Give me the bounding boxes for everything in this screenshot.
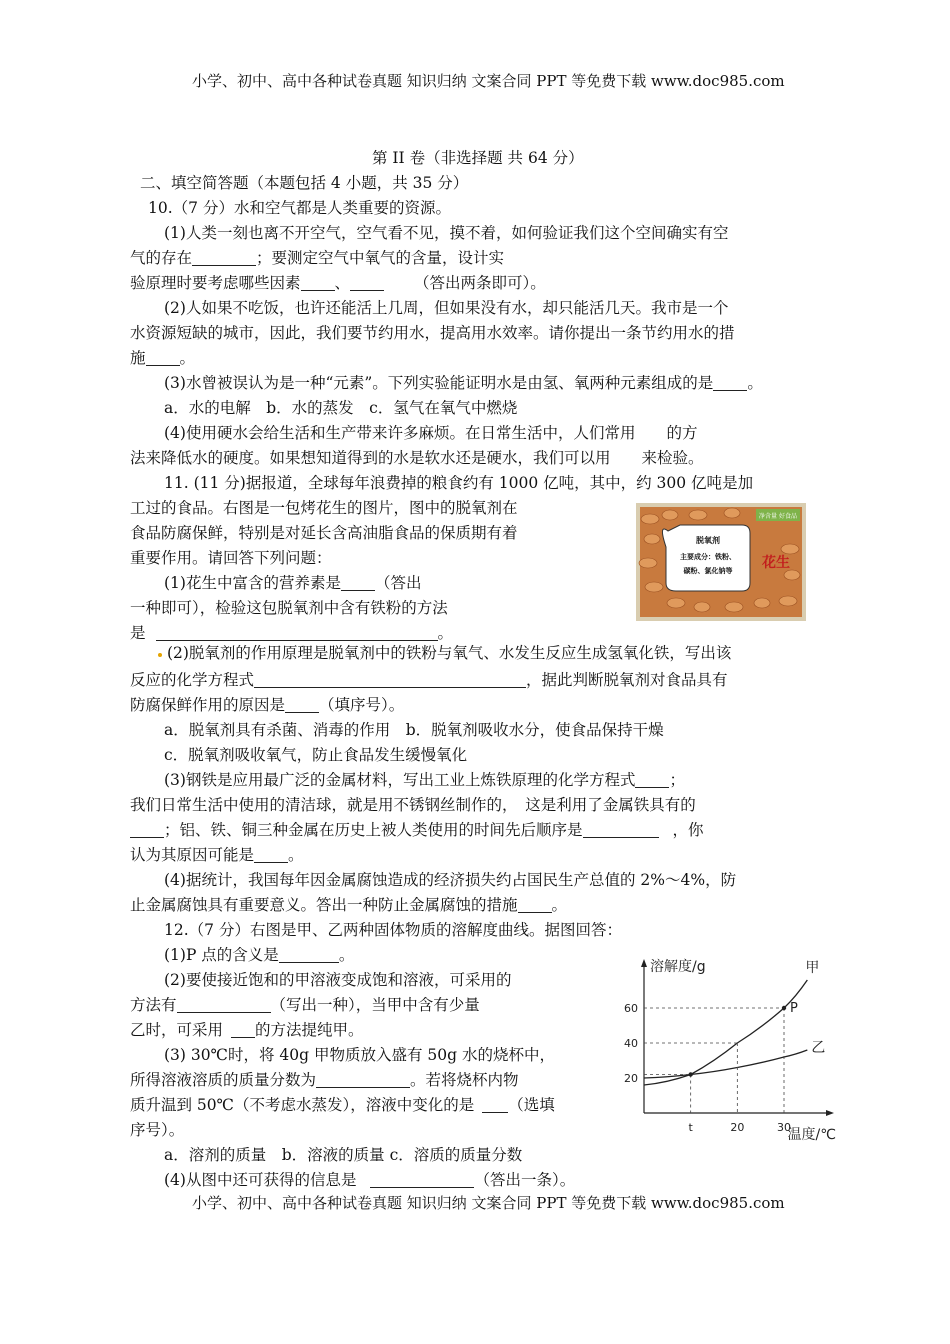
q11-p1-line1 bbox=[164, 573, 421, 593]
q12-p2-line1: (2)要使接近饱和的甲溶液变成饱和溶液，可采用的 bbox=[164, 971, 512, 989]
q11-p4-text: 止金属腐蚀具有重要意义。答出一种防止金属腐蚀的措施 bbox=[130, 896, 518, 914]
q10-p2-line3 bbox=[130, 348, 195, 368]
y-tick-label: 20 bbox=[624, 1072, 638, 1085]
q11-p4-line2 bbox=[130, 895, 567, 915]
q11-p2-line1 bbox=[158, 643, 731, 663]
q10-p1-line3 bbox=[130, 273, 546, 293]
q11-p3-text: ；铝、铁、铜三种金属在历史上被人类使用的时间先后顺序是 bbox=[164, 821, 583, 839]
q11-p2-text: （填序号）。 bbox=[319, 696, 405, 714]
x-tick-label: 30 bbox=[777, 1121, 791, 1134]
y-axis-arrow bbox=[641, 959, 647, 967]
answer-blank[interactable] bbox=[254, 846, 288, 863]
q11-p3-text: ，你 bbox=[672, 821, 704, 839]
y-axis-label: 溶解度/g bbox=[650, 959, 706, 975]
answer-blank[interactable] bbox=[192, 249, 256, 266]
q12-p1 bbox=[164, 945, 354, 965]
q10-p3-text: 。 bbox=[747, 374, 763, 392]
point-p-label: P bbox=[790, 1001, 798, 1016]
q12-p3-text: 。若将烧杯内物 bbox=[410, 1071, 519, 1089]
q11-p3-line3 bbox=[130, 820, 704, 840]
q12-p3-text: （选填 bbox=[508, 1096, 555, 1114]
q12-p4 bbox=[164, 1170, 575, 1190]
q12-p2-line2 bbox=[130, 995, 480, 1015]
x-tick-label: 20 bbox=[730, 1121, 745, 1134]
q12-p1-text: 。 bbox=[338, 946, 355, 964]
answer-blank[interactable] bbox=[285, 696, 319, 713]
q12-p2-line3 bbox=[130, 1020, 364, 1040]
x-axis-label: 温度/℃ bbox=[787, 1127, 836, 1143]
q11-stem-line2: 工过的食品。右图是一包烤花生的图片，图中的脱氧剂在 bbox=[130, 499, 518, 517]
section-title: 二、填空简答题（本题包括 4 小题，共 35 分） bbox=[140, 174, 469, 192]
q11-p1-line3 bbox=[130, 623, 453, 643]
q10-p1-text: ；要测定空气中氧气的含量，设计实 bbox=[256, 249, 505, 267]
q11-stem-line3: 食品防腐保鲜，特别是对延长含高油脂食品的保质期有着 bbox=[130, 524, 518, 542]
answer-blank[interactable] bbox=[316, 1071, 410, 1088]
q11-p1-line2: 一种即可），检验这包脱氧剂中含有铁粉的方法 bbox=[130, 599, 448, 617]
q10-p1-text: 、 bbox=[334, 274, 351, 292]
q12-p2-text: （写出一种），当甲中含有少量 bbox=[270, 996, 480, 1014]
answer-blank[interactable] bbox=[482, 1096, 508, 1113]
q11-p2-line2 bbox=[130, 670, 728, 690]
x-tick-label: t bbox=[688, 1121, 693, 1134]
q11-p3-line1 bbox=[164, 770, 685, 790]
q12-p4-text: （答出一条）。 bbox=[474, 1171, 576, 1189]
q10-p3-text: (3)水曾被误认为是一种“元素”。下列实验能证明水是由氢、氧两种元素组成的是 bbox=[164, 374, 714, 392]
q11-p1-text: 。 bbox=[437, 624, 454, 642]
q11-p2-options-ab: a．脱氧剂具有杀菌、消毒的作用 b．脱氧剂吸收水分，使食品保持干燥 bbox=[164, 721, 664, 739]
y-tick-label: 40 bbox=[624, 1037, 638, 1050]
q10-p1-line1: (1)人类一刻也离不开空气，空气看不见，摸不着，如何验证我们这个空间确实有空 bbox=[164, 224, 729, 242]
answer-blank[interactable] bbox=[518, 896, 552, 913]
q12-p3-line1: (3) 30℃时，将 40g 甲物质放入盛有 50g 水的烧杯中， bbox=[164, 1046, 555, 1064]
q11-p2-text: ，据此判断脱氧剂对食品具有 bbox=[526, 671, 728, 689]
part-title: 第 II 卷（非选择题 共 64 分） bbox=[372, 149, 584, 167]
answer-blank[interactable] bbox=[713, 374, 747, 391]
series-line-yi bbox=[644, 1050, 807, 1078]
q12-p3-text: 质升温到 50℃（不考虑水蒸发），溶液中变化的是 bbox=[130, 1096, 475, 1114]
y-tick-label: 60 bbox=[624, 1002, 638, 1015]
q11-p4-line1: (4)据统计，我国每年因金属腐蚀造成的经济损失约占国民生产总值的 2%～4%，防 bbox=[164, 871, 737, 889]
answer-blank[interactable] bbox=[301, 274, 335, 291]
q11-p3-line2: 我们日常生活中使用的清洁球，就是用不锈钢丝制作的， 这是利用了金属铁具有的 bbox=[130, 796, 696, 814]
intersection-point bbox=[688, 1072, 692, 1076]
q12-p2-text: 的方法提纯甲。 bbox=[255, 1021, 364, 1039]
answer-blank[interactable] bbox=[341, 574, 375, 591]
mark-dot bbox=[158, 653, 162, 657]
q10-p3-options: a．水的电解 b．水的蒸发 c．氢气在氧气中燃烧 bbox=[164, 399, 518, 417]
bag-label-title: 脱氧剂 bbox=[696, 535, 720, 545]
answer-blank[interactable] bbox=[231, 1021, 255, 1038]
series-label: 乙 bbox=[811, 1040, 826, 1056]
q11-p3-line4 bbox=[130, 845, 304, 865]
q10-p4-line2: 法来降低水的硬度。如果想知道得到的水是软水还是硬水，我们可以用 来检验。 bbox=[130, 449, 704, 467]
answer-blank[interactable] bbox=[279, 946, 339, 963]
answer-blank[interactable] bbox=[146, 349, 180, 366]
q10-p1-text: 气的存在 bbox=[130, 249, 193, 267]
peanut-bag-photo bbox=[636, 503, 806, 621]
q12-p2-text: 乙时，可采用 bbox=[130, 1021, 224, 1039]
point-p bbox=[782, 1006, 786, 1010]
q11-p1-text: 是 bbox=[130, 624, 146, 642]
q10-p2-text: 。 bbox=[179, 349, 196, 367]
series-label: 甲 bbox=[805, 960, 820, 976]
answer-blank[interactable] bbox=[635, 771, 669, 788]
q10-p1-text: （答出两条即可）。 bbox=[414, 274, 546, 292]
q10-p1-line2 bbox=[130, 248, 504, 268]
answer-blank[interactable] bbox=[370, 1171, 474, 1188]
q10-p2-line1: (2)人如果不吃饭，也许还能活上几周，但如果没有水，却只能活几天。我市是一个 bbox=[164, 299, 729, 317]
page-header: 小学、初中、高中各种试卷真题 知识归纳 文案合同 PPT 等免费下载 www.doc985.com bbox=[192, 72, 785, 90]
answer-blank[interactable] bbox=[156, 624, 438, 641]
q12-p3-line4: 序号）。 bbox=[130, 1121, 185, 1139]
answer-blank[interactable] bbox=[583, 821, 659, 838]
x-axis-arrow bbox=[826, 1110, 834, 1116]
answer-blank[interactable] bbox=[130, 821, 164, 838]
bag-top-label: 净含量 好食品 bbox=[759, 513, 797, 520]
q10-p3-line1 bbox=[164, 373, 763, 393]
page-footer: 小学、初中、高中各种试卷真题 知识归纳 文案合同 PPT 等免费下载 www.doc985.com bbox=[192, 1194, 785, 1212]
q12-p4-text: (4)从图中还可获得的信息是 bbox=[164, 1171, 357, 1189]
q11-p2-line3 bbox=[130, 695, 404, 715]
q10-stem: 10.（7 分）水和空气都是人类重要的资源。 bbox=[148, 199, 451, 217]
bag-brand: 花生 bbox=[762, 555, 790, 571]
q12-p3-text: 所得溶液溶质的质量分数为 bbox=[130, 1071, 317, 1089]
q11-p3-text: 。 bbox=[288, 846, 304, 864]
bag-label-line1: 主要成分：铁粉、 bbox=[680, 552, 736, 561]
q10-p4-line1: (4)使用硬水会给生活和生产带来许多麻烦。在日常生活中，人们常用 的方 bbox=[164, 424, 698, 442]
q12-p2-text: 方法有 bbox=[130, 996, 177, 1014]
q12-p3-line3 bbox=[130, 1095, 555, 1115]
q10-p2-line2: 水资源短缺的城市，因此，我们要节约用水，提高用水效率。请你提出一条节约用水的措 bbox=[130, 324, 735, 342]
q10-p2-text: 施 bbox=[130, 349, 146, 367]
q11-p2-text: 防腐保鲜作用的原因是 bbox=[130, 696, 286, 714]
q11-p3-text: ； bbox=[669, 771, 685, 789]
q11-p3-text: 认为其原因可能是 bbox=[130, 846, 255, 864]
answer-blank[interactable] bbox=[177, 996, 271, 1013]
q11-p2-text: (2)脱氧剂的作用原理是脱氧剂中的铁粉与氧气、水发生反应生成氢氧化铁，写出该 bbox=[166, 644, 732, 662]
solubility-chart bbox=[610, 955, 840, 1143]
q11-p3-text: (3)钢铁是应用最广泛的金属材料，写出工业上炼铁原理的化学方程式 bbox=[164, 771, 636, 789]
q12-p3-line2 bbox=[130, 1070, 519, 1090]
q11-stem-line1: 11. (11 分)据报道，全球每年浪费掉的粮食约有 1000 亿吨，其中，约 300 亿吨是加 bbox=[164, 474, 754, 492]
q11-stem-line4: 重要作用。请回答下列问题： bbox=[130, 549, 332, 567]
q11-p2-option-c: c．脱氧剂吸收氧气，防止食品发生缓慢氧化 bbox=[164, 746, 468, 764]
answer-blank[interactable] bbox=[350, 274, 384, 291]
q11-p4-text: 。 bbox=[551, 896, 568, 914]
q11-p2-text: 反应的化学方程式 bbox=[130, 671, 255, 689]
answer-blank[interactable] bbox=[254, 671, 526, 688]
bag-label-line2: 碳粉、氯化钠等 bbox=[683, 566, 733, 575]
q10-p1-text: 验原理时要考虑哪些因素 bbox=[130, 274, 301, 292]
q12-p1-text: (1)P 点的含义是 bbox=[164, 946, 279, 964]
q12-p3-options: a．溶剂的质量 b．溶液的质量 c．溶质的质量分数 bbox=[164, 1146, 523, 1164]
q11-p1-text: (1)花生中富含的营养素是 bbox=[164, 574, 341, 592]
q11-p1-text: （答出 bbox=[374, 574, 422, 592]
q12-stem: 12.（7 分）右图是甲、乙两种固体物质的溶解度曲线。据图回答： bbox=[164, 921, 622, 939]
